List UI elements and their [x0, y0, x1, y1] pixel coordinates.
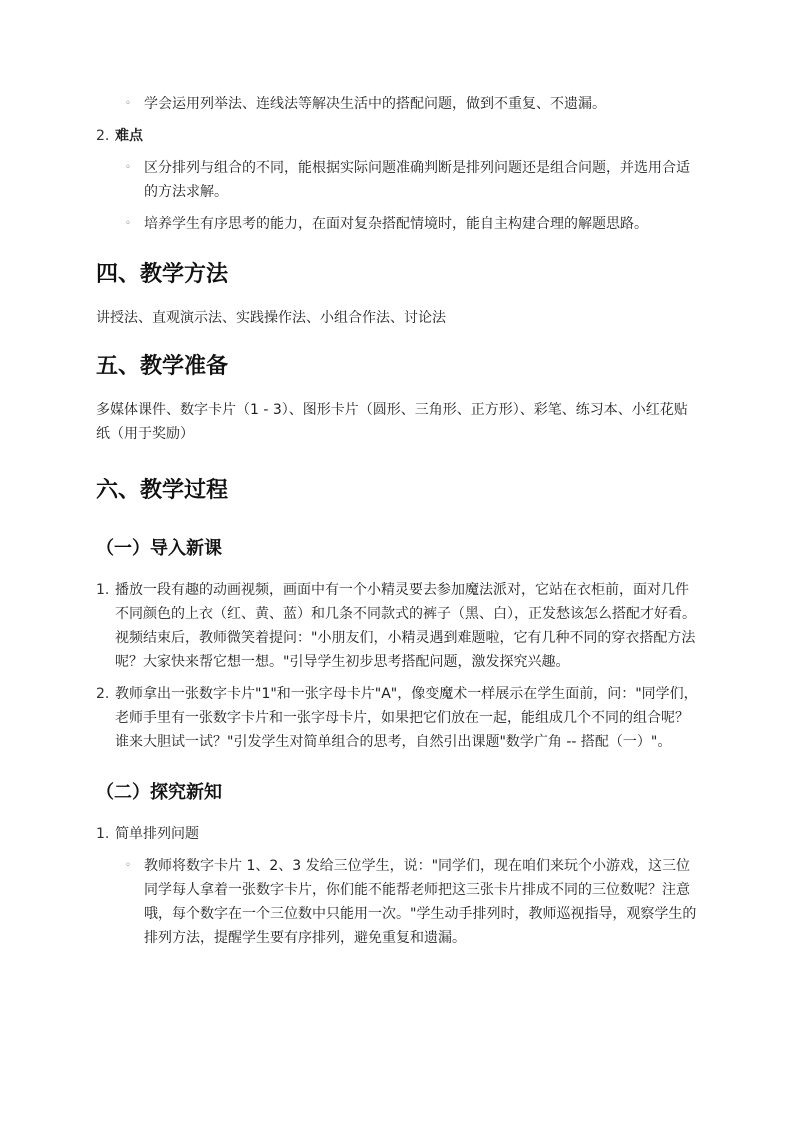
- bullet-icon: ◦: [125, 218, 131, 229]
- numbered-item: [96, 682, 700, 754]
- item-text: 播放一段有趣的动画视频，画面中有一个小精灵要去参加魔法派对，它站在衣柜前，面对几件不同颜色的上衣（红、黄、蓝）和几条不同款式的裤子（黑、白），正发愁该怎么搭配才好看。视频结束后，教师微笑着提问："小朋友们，小精灵遇到难题啦，它有几种不同的穿衣搭配方法呢？大家快来帮它想一想。"引导学生初步思考搭配问题，激发探究兴趣。: [115, 582, 696, 670]
- list-item-text: 学会运用列举法、连线法等解决生活中的搭配问题，做到不重复、不遗漏。: [144, 96, 606, 112]
- list-item-text: 培养学生有序思考的能力，在面对复杂搭配情境时，能自主构建合理的解题思路。: [144, 216, 648, 232]
- section-text: 讲授法、直观演示法、实践操作法、小组合作法、讨论法: [96, 310, 446, 326]
- section-title: 四、教学方法: [96, 262, 229, 287]
- bullet-icon: ◦: [125, 98, 131, 109]
- bullet-icon: ◦: [125, 162, 131, 173]
- numbered-item: [96, 822, 700, 846]
- section-text: 多媒体课件、数字卡片（1 - 3）、图形卡片（圆形、三角形、正方形）、彩笔、练习本、小红花贴纸（用于奖励）: [96, 402, 688, 442]
- item-text: 教师拿出一张数字卡片"1"和一张字母卡片"A"，像变魔术一样展示在学生面前，问："同学们，老师手里有一张数字卡片和一张字母卡片，如果把它们放在一起，能组成几个不同的组合呢？谁来大胆试一试？"引发学生对简单组合的思考，自然引出课题"数学广角 -- 搭配（一）"。: [115, 686, 698, 750]
- list-item: [96, 854, 700, 950]
- section-title: 六、教学过程: [96, 478, 229, 503]
- list-item-text: 教师将数字卡片 1、2、3 发给三位学生，说："同学们，现在咱们来玩个小游戏，这三位同学每人拿着一张数字卡片，你们能不能帮老师把这三张卡片排成不同的三位数呢？注意哦，每个数字在一个三位数中只能用一次。"学生动手排列时，教师巡视指导，观察学生的排列方法，提醒学生要有序排列，避免重复和遗漏。: [144, 858, 697, 946]
- item-text: 简单排列问题: [115, 826, 199, 842]
- bullet-icon: ◦: [125, 860, 131, 871]
- numbered-item-difficulty: [96, 124, 700, 148]
- subsection-title: （二）探究新知: [96, 782, 222, 803]
- list-item: [96, 212, 700, 236]
- list-item: [96, 156, 700, 204]
- item-number: 2.: [96, 686, 110, 702]
- item-number: 1.: [96, 826, 110, 842]
- list-item: [96, 92, 700, 116]
- document-page: [96, 92, 700, 950]
- list-item-text: 区分排列与组合的不同，能根据实际问题准确判断是排列问题还是组合问题，并选用合适的方法求解。: [144, 160, 690, 200]
- section-title: 五、教学准备: [96, 354, 229, 379]
- numbered-item: [96, 578, 700, 674]
- item-number: 2.: [96, 128, 110, 144]
- item-number: 1.: [96, 582, 110, 598]
- subsection-title: （一）导入新课: [96, 538, 222, 559]
- item-title: 难点: [115, 128, 143, 144]
